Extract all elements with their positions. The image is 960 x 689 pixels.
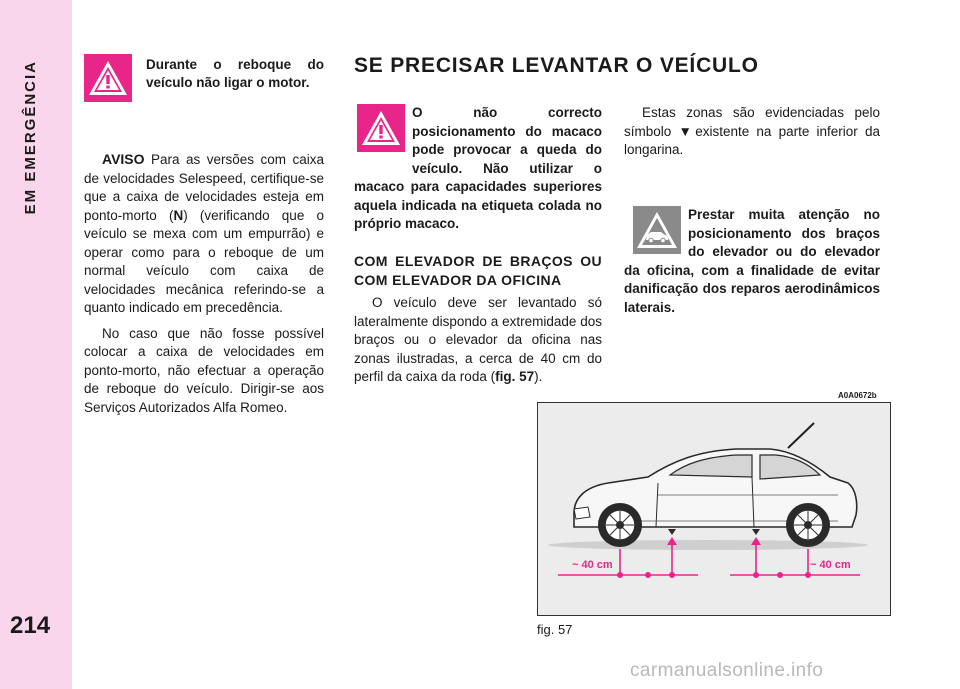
aviso-n: N <box>173 207 184 223</box>
left-column <box>84 150 324 417</box>
section-title: EM EMERGÊNCIA <box>22 60 39 215</box>
fig-reference: fig. 57 <box>495 369 535 384</box>
aviso-text-2: ) (verificando que o veículo se mexa com um empurrão) e operar como para o reboque de um normal veículo com caixa de velocidades mecânica referindo-se a quanto indicado em precedência. <box>84 207 324 315</box>
figure-code: A0A0672b <box>838 391 877 400</box>
page-number: 214 <box>10 612 51 639</box>
aviso-label: AVISO <box>102 151 145 167</box>
figure-57 <box>537 402 891 616</box>
middle-column <box>354 252 602 387</box>
right-paragraph-end: existente na parte inferior da longarina. <box>624 123 880 157</box>
left-distance-label: ~ 40 cm <box>572 559 613 571</box>
watermark: carmanualsonline.info <box>630 660 824 681</box>
left-warning-paragraph: Durante o reboque do veículo não ligar o motor. <box>146 57 324 90</box>
down-triangle-icon: ▼ <box>678 123 696 139</box>
middle-paragraph-text: O veículo deve ser levantado só lateralmente dispondo a extremidade dos braços ou o elevador da oficina nas zonas ilustradas, a cerca de 40 cm do perfil da caixa da roda ( <box>354 295 602 384</box>
sidebar <box>0 0 72 689</box>
left-warning-text <box>146 56 324 92</box>
middle-paragraph <box>354 294 602 387</box>
middle-warning-text: O não correcto posicionamento do macaco pode provocar a queda do veículo. Não utilizar o macaco para capacidades superiores aquela indicada na etiqueta colada no próprio macaco. <box>354 105 602 231</box>
right-column <box>624 104 880 160</box>
right-caution-text: Prestar muita atenção no posicionamento dos braços do elevador ou do elevador da oficina, com a finalidade de evitar danificação dos reparos aerodinâmicos laterais. <box>624 207 880 315</box>
right-distance-label: ~ 40 cm <box>810 559 851 571</box>
middle-warning <box>354 104 602 234</box>
sub-heading: COM ELEVADOR DE BRAÇOS OU COM ELEVADOR DA OFICINA <box>354 253 602 288</box>
right-paragraph <box>624 104 880 160</box>
aviso-text-1: Para as versões com caixa de velocidades Selespeed, certifique-se que a caixa de velocidades esteja em ponto-morto ( <box>84 152 324 223</box>
figure-caption: fig. 57 <box>537 622 573 637</box>
warning-triangle-icon <box>84 54 132 102</box>
right-caution <box>624 206 880 317</box>
page-title: SE PRECISAR LEVANTAR O VEÍCULO <box>354 54 759 77</box>
aviso-paragraph <box>84 150 324 318</box>
left-paragraph-2: No caso que não fosse possível colocar a caixa de velocidades em ponto-morto, não efectuar a operação de reboque do veículo. Dirigir-se aos Serviços Autorizados Alfa Romeo. <box>84 325 324 415</box>
right-paragraph-text: Estas zonas são evidenciadas pelo símbolo <box>624 105 880 139</box>
middle-paragraph-end: ). <box>534 369 543 384</box>
car-lift-diagram <box>538 403 890 615</box>
